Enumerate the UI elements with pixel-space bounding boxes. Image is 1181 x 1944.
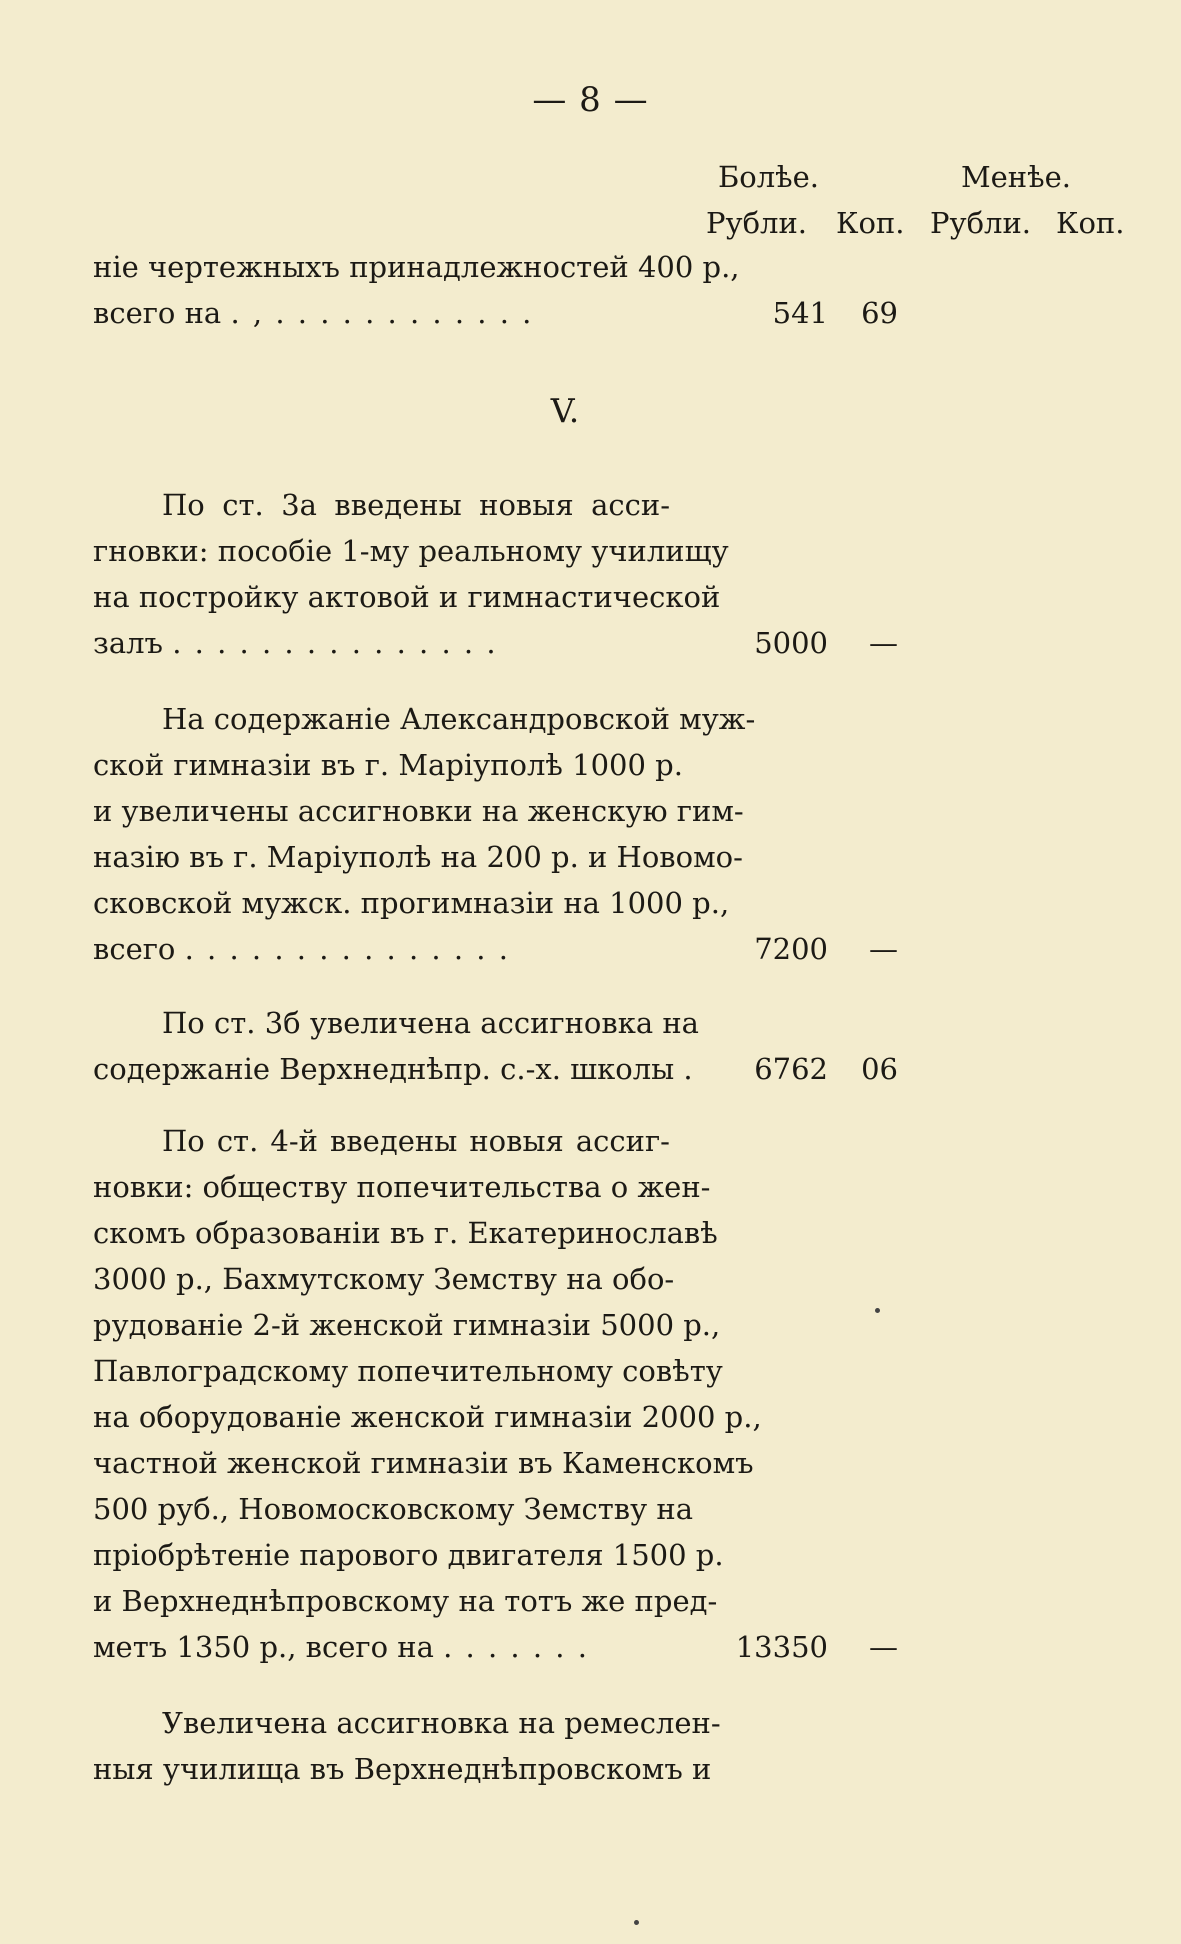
paragraph-line: и Верхнеднѣпровскому на тотъ же пред- bbox=[93, 1584, 718, 1618]
paragraph-line: новки: обществу попечительства о жен- bbox=[93, 1170, 711, 1204]
paragraph-line: Павлоградскому попечительному совѣту bbox=[93, 1354, 723, 1388]
paragraph-line: рудованіе 2-й женской гимназіи 5000 р., bbox=[93, 1308, 721, 1342]
ink-speck bbox=[634, 1920, 639, 1925]
paragraph-line: частной женской гимназіи въ Каменскомъ bbox=[93, 1446, 754, 1480]
paragraph-line: сковской мужск. прогимназіи на 1000 р., bbox=[93, 886, 730, 920]
amount-kopecks: 06 bbox=[861, 1052, 898, 1086]
amount-kopecks: — bbox=[869, 1630, 898, 1664]
paragraph-line: ской гимназіи въ г. Маріуполѣ 1000 р. bbox=[93, 748, 683, 782]
paragraph-line: содержаніе Верхнеднѣпр. с.-х. школы . bbox=[93, 1052, 693, 1086]
amount-kopecks: — bbox=[869, 932, 898, 966]
paragraph-line bbox=[93, 290, 670, 336]
section-heading: V. bbox=[550, 391, 580, 430]
amount-rubles: 6762 bbox=[754, 1052, 828, 1086]
total-label: всего на bbox=[93, 296, 222, 330]
paragraph-line: По ст. 4-й введены новыя ассиг- bbox=[162, 1124, 670, 1158]
paragraph-line: 3000 р., Бахмутскому Земству на обо- bbox=[93, 1262, 675, 1296]
amount-rubles: 7200 bbox=[754, 932, 828, 966]
total-label: всего bbox=[93, 932, 176, 966]
amount-kopecks: 69 bbox=[861, 296, 898, 330]
paragraph-line: и увеличены ассигновки на женскую гим- bbox=[93, 794, 744, 828]
paragraph-line: ныя училища въ Верхнеднѣпровскомъ и bbox=[93, 1752, 712, 1786]
page-number: — 8 — bbox=[532, 80, 649, 120]
total-label: залъ bbox=[93, 626, 163, 660]
column-header-kopecks-more: Коп. bbox=[836, 206, 905, 240]
paragraph-line: пріобрѣтеніе парового двигателя 1500 р. bbox=[93, 1538, 724, 1572]
paragraph-line: По ст. 3б увеличена ассигновка на bbox=[162, 1006, 699, 1040]
paragraph-line bbox=[93, 926, 670, 972]
paragraph-line: скомъ образованіи въ г. Екатеринославѣ bbox=[93, 1216, 718, 1250]
column-header-rubles-less: Рубли. bbox=[930, 206, 1032, 240]
paragraph-line: на оборудованіе женской гимназіи 2000 р., bbox=[93, 1400, 762, 1434]
paragraph-line: По ст. 3а введены новыя асси- bbox=[162, 488, 670, 522]
paragraph-line: гновки: пособіе 1-му реальному училищу bbox=[93, 534, 729, 568]
amount-kopecks: — bbox=[869, 626, 898, 660]
paragraph-line: На содержаніе Александровской муж- bbox=[162, 702, 756, 736]
paragraph-line: назію въ г. Маріуполѣ на 200 р. и Новомо- bbox=[93, 840, 743, 874]
amount-rubles: 5000 bbox=[754, 626, 828, 660]
paragraph-line: на постройку актовой и гимнастической bbox=[93, 580, 721, 614]
dot-leader: . , . . . . . . . . . . . . bbox=[230, 296, 534, 330]
dot-leader: . . . . . . . bbox=[443, 1630, 589, 1664]
paragraph-line bbox=[93, 620, 670, 666]
column-header-kopecks-less: Коп. bbox=[1056, 206, 1125, 240]
dot-leader: . . . . . . . . . . . . . . . bbox=[172, 626, 498, 660]
ink-speck bbox=[875, 1308, 880, 1313]
paragraph-line bbox=[93, 1624, 670, 1670]
column-header-more: Болѣе. bbox=[717, 160, 819, 194]
amount-rubles: 13350 bbox=[735, 1630, 828, 1664]
paragraph-line: 500 руб., Новомосковскому Земству на bbox=[93, 1492, 693, 1526]
column-header-rubles-more: Рубли. bbox=[706, 206, 808, 240]
dot-leader: . . . . . . . . . . . . . . . bbox=[184, 932, 510, 966]
paragraph-line: Увеличена ассигновка на ремеслен- bbox=[162, 1706, 721, 1740]
amount-rubles: 541 bbox=[772, 296, 828, 330]
paragraph-line: ніе чертежныхъ принадлежностей 400 р., bbox=[93, 250, 740, 284]
column-header-less: Менѣе. bbox=[960, 160, 1071, 194]
total-label: метъ 1350 р., всего на bbox=[93, 1630, 434, 1664]
